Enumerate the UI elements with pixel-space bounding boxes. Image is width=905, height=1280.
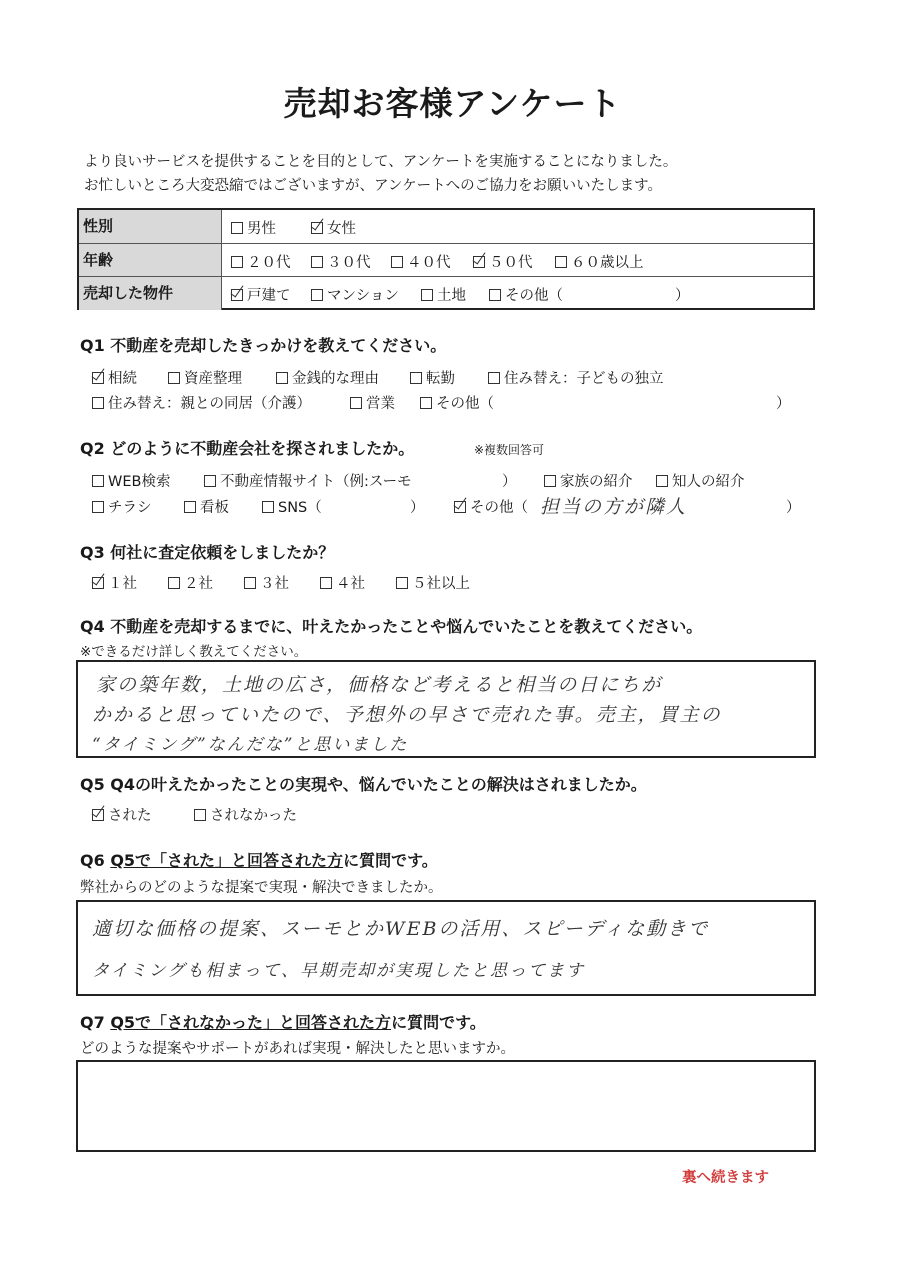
checkbox-icon[interactable] <box>92 475 104 487</box>
checkbox-icon[interactable] <box>311 256 323 268</box>
age-20s-option[interactable]: ２０代 <box>231 251 291 272</box>
checkbox-icon[interactable] <box>168 372 180 384</box>
intro-line-1: より良いサービスを提供することを目的として、アンケートを実施することになりました。 <box>84 154 678 170</box>
gender-male-option[interactable]: 男性 <box>231 217 276 238</box>
q2-other-handwritten: 担当の方が隣人 <box>540 496 688 518</box>
q1-question: Q1 不動産を売却したきっかけを教えてください。 <box>80 336 447 355</box>
q7-question: Q7 Q5で「されなかった」と回答された方に質問です。 <box>80 1013 486 1032</box>
intro-line-2: お忙しいところ大変恐縮ではございますが、アンケートへのご協力をお願いいたします。 <box>84 178 662 194</box>
checkbox-icon[interactable] <box>231 222 243 234</box>
q3-question: Q3 何社に査定依頼をしましたか？ <box>80 543 335 562</box>
q5-question: Q5 Q4の叶えたかったことの実現や、悩んでいたことの解決はされましたか。 <box>80 775 647 794</box>
checked-checkbox-icon[interactable] <box>473 256 485 268</box>
q5-option-no[interactable]: されなかった <box>194 804 297 825</box>
checked-checkbox-icon[interactable] <box>231 289 243 301</box>
q1-option-inheritance[interactable]: 相続 <box>92 367 137 388</box>
q2-portal-close: ） <box>502 474 517 490</box>
checked-checkbox-icon[interactable] <box>311 222 323 234</box>
q2-option-other[interactable]: その他（ <box>454 496 528 517</box>
q5-option-yes[interactable]: された <box>92 804 152 825</box>
checkbox-icon[interactable] <box>92 501 104 513</box>
checkbox-icon[interactable] <box>262 501 274 513</box>
checked-checkbox-icon[interactable] <box>92 372 104 384</box>
continue-on-back-note: 裏へ続きます <box>682 1170 769 1186</box>
q1-option-move-child[interactable]: 住み替え：子どもの独立 <box>488 367 664 388</box>
gender-row <box>79 210 813 243</box>
q2-option-sns[interactable]: SNS（ <box>262 496 322 517</box>
age-50s-option[interactable]: ５０代 <box>473 251 533 272</box>
checked-checkbox-icon[interactable] <box>454 501 466 513</box>
age-header: 年齢 <box>79 244 222 277</box>
q2-other-close: ） <box>786 500 801 516</box>
q4-handwritten-line-1: 家の築年数，土地の広さ，価格など考えると相当の日にちが <box>96 674 663 696</box>
checkbox-icon[interactable] <box>489 289 501 301</box>
q3-option-4[interactable]: ４社 <box>320 572 365 593</box>
checkbox-icon[interactable] <box>311 289 323 301</box>
q1-option-move-parent[interactable]: 住み替え：親との同居（介護） <box>92 392 311 413</box>
q4-note: ※できるだけ詳しく教えてください。 <box>80 644 308 660</box>
checkbox-icon[interactable] <box>194 809 206 821</box>
q2-option-friend[interactable]: 知人の紹介 <box>656 470 745 491</box>
age-30s-option[interactable]: ３０代 <box>311 251 371 272</box>
q1-option-money[interactable]: 金銭的な理由 <box>276 367 379 388</box>
checkbox-icon[interactable] <box>544 475 556 487</box>
property-header: 売却した物件 <box>79 277 222 310</box>
q4-answer-box[interactable] <box>76 660 816 758</box>
checked-checkbox-icon[interactable] <box>92 577 104 589</box>
property-row <box>79 276 813 310</box>
q6-handwritten-line-2: タイミングも相まって、早期売却が実現したと思ってます <box>92 961 585 981</box>
property-land-option[interactable]: 土地 <box>421 284 466 305</box>
checkbox-icon[interactable] <box>231 256 243 268</box>
checkbox-icon[interactable] <box>555 256 567 268</box>
checkbox-icon[interactable] <box>204 475 216 487</box>
gender-female-option[interactable]: 女性 <box>311 217 356 238</box>
checked-checkbox-icon[interactable] <box>92 809 104 821</box>
q6-subtext: 弊社からのどのような提案で実現・解決できましたか。 <box>80 880 443 896</box>
q1-other-close: ） <box>776 396 791 412</box>
q2-note: ※複数回答可 <box>474 443 545 457</box>
q2-option-family[interactable]: 家族の紹介 <box>544 470 633 491</box>
checkbox-icon[interactable] <box>421 289 433 301</box>
checkbox-icon[interactable] <box>276 372 288 384</box>
q2-option-portal[interactable]: 不動産情報サイト（例:スーモ <box>204 470 412 491</box>
q1-option-other[interactable]: その他（ <box>420 392 494 413</box>
checkbox-icon[interactable] <box>410 372 422 384</box>
q2-option-signboard[interactable]: 看板 <box>184 496 229 517</box>
q2-sns-close: ） <box>410 500 425 516</box>
q1-option-sales[interactable]: 営業 <box>350 392 395 413</box>
property-house-option[interactable]: 戸建て <box>231 284 291 305</box>
q1-option-asset[interactable]: 資産整理 <box>168 367 242 388</box>
q4-handwritten-line-2: かかると思っていたので、予想外の早さで売れた事。売主，買主の <box>92 704 722 726</box>
q4-question: Q4 不動産を売却するまでに、叶えたかったことや悩んでいたことを教えてください。 <box>80 617 703 636</box>
age-60plus-option[interactable]: ６０歳以上 <box>555 251 644 272</box>
checkbox-icon[interactable] <box>244 577 256 589</box>
q2-option-web[interactable]: WEB検索 <box>92 470 170 491</box>
q1-option-transfer[interactable]: 転勤 <box>410 367 455 388</box>
profile-table <box>77 208 815 310</box>
q4-handwritten-line-3: “タイミング”なんだな”と思いました <box>92 735 409 755</box>
q3-option-3[interactable]: ３社 <box>244 572 289 593</box>
checkbox-icon[interactable] <box>420 397 432 409</box>
checkbox-icon[interactable] <box>350 397 362 409</box>
checkbox-icon[interactable] <box>168 577 180 589</box>
checkbox-icon[interactable] <box>320 577 332 589</box>
q6-handwritten-line-1: 適切な価格の提案、スーモとかWEBの活用、スピーディな動きで <box>92 918 710 940</box>
checkbox-icon[interactable] <box>488 372 500 384</box>
checkbox-icon[interactable] <box>184 501 196 513</box>
checkbox-icon[interactable] <box>391 256 403 268</box>
page-title: 売却お客様アンケート <box>283 84 622 123</box>
property-other-option[interactable]: その他（ <box>489 284 563 305</box>
age-40s-option[interactable]: ４０代 <box>391 251 451 272</box>
age-row <box>79 243 813 277</box>
q2-question: Q2 どのように不動産会社を探されましたか。 <box>80 439 415 458</box>
property-mansion-option[interactable]: マンション <box>311 284 399 305</box>
checkbox-icon[interactable] <box>656 475 668 487</box>
q7-answer-box[interactable] <box>76 1060 816 1152</box>
q6-question: Q6 Q5で「された」と回答された方に質問です。 <box>80 851 438 870</box>
property-other-close: ） <box>675 288 690 304</box>
gender-header: 性別 <box>79 210 222 243</box>
checkbox-icon[interactable] <box>92 397 104 409</box>
q6-answer-box[interactable] <box>76 900 816 996</box>
q3-option-1[interactable]: １社 <box>92 572 137 593</box>
q3-option-5plus[interactable]: ５社以上 <box>396 572 470 593</box>
checkbox-icon[interactable] <box>396 577 408 589</box>
q7-subtext: どのような提案やサポートがあれば実現・解決したと思いますか。 <box>80 1041 515 1057</box>
q2-option-flyer[interactable]: チラシ <box>92 496 152 517</box>
q3-option-2[interactable]: ２社 <box>168 572 213 593</box>
